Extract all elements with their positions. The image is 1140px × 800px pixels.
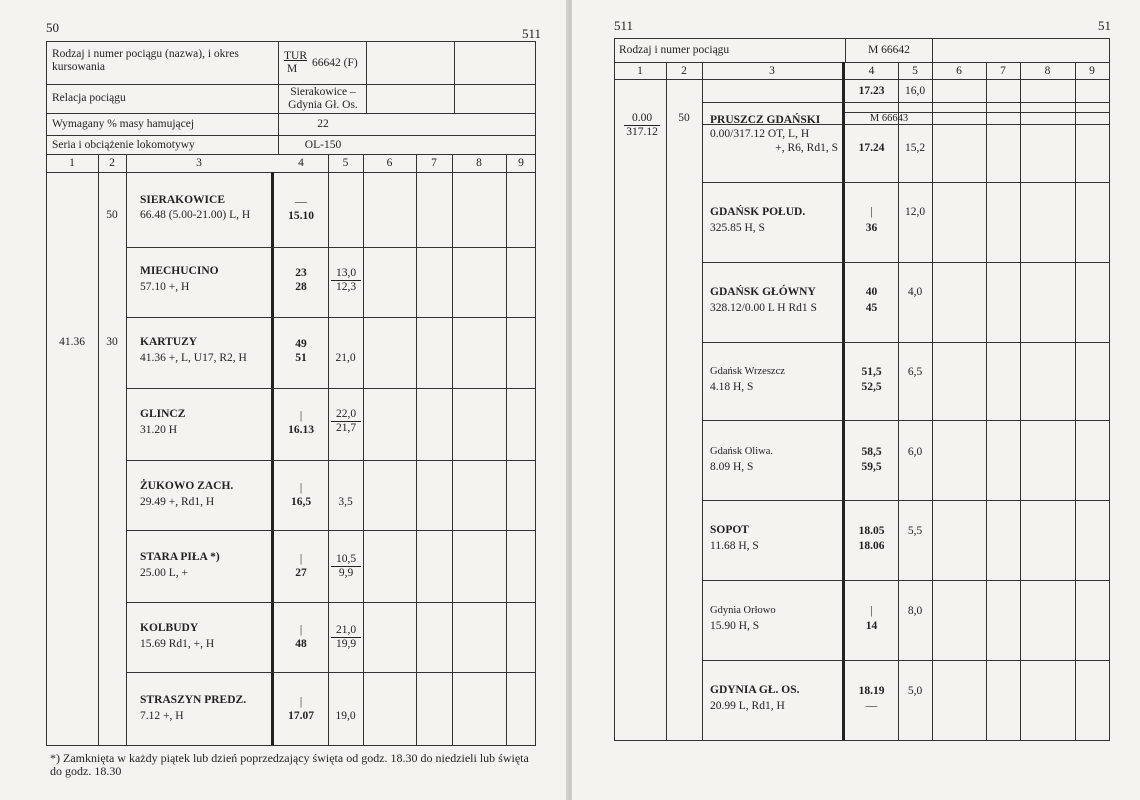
station-details: 25.00 L, + [140,567,189,579]
row-divider [126,460,536,461]
row-col2: 50 [678,112,690,124]
station-column-thick-line [271,172,274,745]
row-divider [126,388,536,389]
departure-time: 59,5 [861,461,882,473]
table-border-left [614,38,615,740]
station-name: STARA PIŁA *) [140,551,220,563]
row-divider [702,342,1110,343]
arrival-time: | [299,553,303,565]
row-divider [126,602,536,603]
speed-value: 5,0 [907,685,923,697]
speed-fraction: $\frac{22,0}{21,7}$ [331,408,361,435]
station-name: SIERAKOWICE [140,194,225,206]
departure-time: 28 [295,281,307,293]
train-label: Rodzaj i numer pociągu (nazwa), i okres kursowania [52,48,239,73]
station-details: 41.36 +, L, U17, R2, H [140,352,247,364]
station-name: SOPOT [710,524,749,536]
column-line [366,41,367,113]
column-number: 4 [298,157,304,169]
column-line [416,154,417,745]
column-number: 8 [1044,65,1051,77]
speed-value: 21,0 [335,352,356,364]
column-number: 1 [69,157,75,169]
column-line [986,62,987,740]
departure-time: — [865,700,878,712]
column-number: 6 [386,157,393,169]
train-code-top: TUR [284,50,307,62]
column-number: 5 [342,157,349,169]
departure-time: 27 [295,567,307,579]
station-details: 29.49 +, Rd1, H [140,496,215,508]
row-divider [702,262,1110,263]
station-name: ŻUKOWO ZACH. [140,480,234,492]
departure-time: 48 [295,638,307,650]
column-line [454,41,455,113]
station-details: 0.00/317.12 OT, L, H [710,128,810,140]
arrival-time: 58,5 [861,446,882,458]
column-number: 7 [1000,65,1006,77]
left-page [0,0,568,800]
column-number: 2 [109,157,115,169]
column-line [126,154,127,745]
train-label: Rodzaj i numer pociągu [619,44,730,56]
header-divider [46,135,536,136]
speed-fraction: $\frac{21,0}{19,9}$ [331,624,361,651]
column-number: 8 [476,157,482,169]
station-name: KOLBUDY [140,622,199,634]
train-number: M 66642 [868,44,910,56]
column-number: 9 [518,157,524,169]
station-details: 31.20 H [140,424,178,436]
station-details: 7.12 +, H [140,710,184,722]
arrival-time: 23 [295,267,307,279]
column-line [1075,62,1076,740]
arrival-time: | [870,605,873,617]
station-details: 66.48 (5.00-21.00) L, H [140,209,251,221]
column-line [898,62,899,740]
column-number: 5 [912,65,918,77]
arrival-time: 18.05 [858,525,885,537]
speed-fraction: $\frac{10,5}{9,9}$ [331,553,361,580]
table-border-right [1109,38,1110,740]
station-details: 15.69 Rd1, +, H [140,638,215,650]
column-line [363,154,364,745]
departure-time: 18.06 [858,540,885,552]
arrival-time: 18.19 [858,685,885,697]
station-name: GDYNIA GŁ. OS. [710,684,800,696]
speed-value: 5,5 [907,525,923,537]
relation-value: Sierakowice – Gdynia Gł. Os. [288,86,358,111]
arrival-time: 49 [295,338,307,350]
train-code-bottom: M [287,63,298,75]
departure-time: 36 [865,222,878,234]
row-col2: 30 [106,336,118,348]
table-border-bottom [46,745,536,746]
column-line [666,62,667,740]
braking-value: 22 [317,118,329,130]
arrival-time: | [299,624,303,636]
braking-label: Wymagany % masy hamującej [52,118,195,130]
page-number-secondary: 511 [522,26,542,41]
departure-time: 52,5 [861,381,882,393]
speed-value: 19,0 [335,710,356,722]
station-details: 325.85 H, S [710,222,765,234]
loco-value: OL-150 [304,139,342,151]
column-number: 3 [196,157,202,169]
column-line [506,154,507,745]
departure-time: 14 [865,620,878,632]
header-divider [46,84,536,85]
speed-value: 12,0 [904,206,926,218]
page-number: 51 [1098,18,1111,33]
table-border-bottom [614,740,1110,741]
column-line [932,38,933,740]
station-name: GDAŃSK GŁÓWNY [710,286,816,298]
row-divider [702,420,1110,421]
station-details: 8.09 H, S [710,461,754,473]
column-number: 3 [769,65,775,77]
row-divider [702,580,1110,581]
column-number: 4 [868,65,875,77]
speed-value: 6,5 [907,366,923,378]
speed-value: 6,0 [907,446,923,458]
page-number-secondary: 511 [614,18,634,33]
table-border-right [535,41,536,745]
row-divider [126,247,536,248]
departure-time: 45 [865,302,878,314]
station-name: Gdynia Orłowo [710,605,776,616]
table-border-left [46,41,47,745]
table-border-top [614,38,1110,39]
arrival-time: 40 [865,286,878,298]
loco-label: Seria i obciążenie lokomotywy [52,139,195,151]
departure-time: 17.24 [858,142,885,154]
header-divider [46,154,536,155]
column-number: 6 [956,65,962,77]
column-line [278,41,279,154]
station-details: 328.12/0.00 L H Rd1 S [710,302,817,314]
station-name: KARTUZY [140,336,198,348]
arrival-time: 51,5 [861,366,882,378]
row-divider [126,530,536,531]
kilometre-fraction: $\frac{0.00}{317.12}$ [624,112,660,139]
arrival-time: | [299,482,303,494]
column-line [1020,62,1021,740]
column-header-divider [614,79,1110,80]
train-number: 66642 (F) [312,57,358,69]
station-details: 15.90 H, S [710,620,760,632]
station-name: MIECHUCINO [140,265,219,277]
station-name: GLINCZ [140,408,186,420]
row-col2: 50 [106,209,118,221]
row-divider [702,182,1110,183]
row-col1: 41.36 [59,336,85,348]
station-name: PRUSZCZ GDAŃSKI [710,114,821,126]
page-number: 50 [46,20,59,35]
departure-time: 17.23 [858,85,885,97]
column-line [702,62,703,740]
row-divider [702,500,1110,501]
station-column-thick-line [842,62,845,740]
station-name: Gdańsk Wrzeszcz [710,366,785,377]
station-name: STRASZYN PREDZ. [140,694,247,706]
arrival-time: — [295,196,307,208]
speed-fraction: $\frac{13,0}{12,3}$ [331,267,361,294]
station-details: 57.10 +, H [140,281,190,293]
departure-time: 51 [295,352,307,364]
station-details: +, R6, Rd1, S [775,142,838,154]
header-divider [614,62,1110,63]
speed-value: 3,5 [338,496,353,508]
row-divider [126,317,536,318]
station-details: 20.99 L, Rd1, H [710,700,785,712]
train-number-continuation: M 66643 [869,113,909,124]
speed-value: 15,2 [904,142,926,154]
row-divider [702,102,1110,103]
relation-label: Relacja pociągu [52,92,126,104]
column-number: 1 [637,65,643,77]
row-divider [126,672,536,673]
departure-time: 17.07 [288,710,314,722]
arrival-time: | [299,410,303,422]
column-number: 2 [681,65,687,77]
column-number: 7 [431,157,437,169]
speed-value: 4,0 [907,286,923,298]
speed-value: 8,0 [907,605,923,617]
column-line [98,154,99,745]
arrival-time: | [870,206,873,218]
station-details: 11.68 H, S [710,540,759,552]
station-name: Gdańsk Oliwa. [710,446,773,457]
column-number: 9 [1089,65,1095,77]
arrival-time: | [299,696,303,708]
footnote: *) Zamknięta w każdy piątek lub dzień poprzedzający święta od godz. 18.30 do niedzieli lub święta do godz. 18.30 [50,751,529,778]
departure-time: 15.10 [288,210,314,222]
departure-time: 16,5 [290,496,312,508]
column-header-divider [46,172,536,173]
right-page [572,0,1140,800]
header-divider [46,113,536,114]
row-divider [702,660,1110,661]
table-border-top [46,41,536,42]
station-name: GDAŃSK POŁUD. [710,206,806,218]
column-line [452,154,453,745]
departure-time: 16.13 [288,424,314,436]
column-line [328,154,329,745]
station-details: 4.18 H, S [710,381,754,393]
speed-value: 16,0 [904,85,926,97]
